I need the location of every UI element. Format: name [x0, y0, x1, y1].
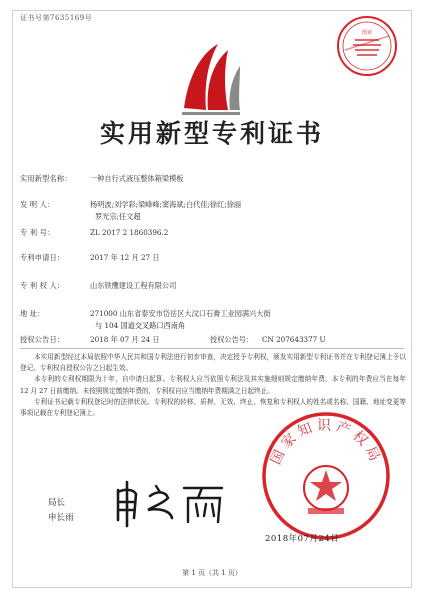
body-paragraph-3: 专利证书记载专利权登记时的法律状况。专利权的转移、质押、无效、终止、恢复和专利权人的姓名或名称、国籍、地址变更等事项记载在专利登记簿上。 [20, 397, 406, 418]
page-footer: 第 1 页（共 1 页） [182, 569, 242, 577]
patentee-label: 专 利 权 人： [20, 281, 65, 290]
address-label: 地 址： [20, 309, 45, 318]
patentee-value: 山东铁鹰建设工程有限公司 [90, 281, 177, 290]
address-value-continued: 与 104 国道交叉路口西南角 [95, 321, 186, 330]
patent-number-label: 专 利 号： [20, 228, 55, 237]
body-paragraph-2: 本专利的专利权期限为十年，自申请日起算。专利权人应当依照专利法及其实施细则规定缴纳年费。本专利的年费应当在每年 12 月 27 日前缴纳。未按照规定缴纳年费的，专利权自应当缴纳年费期满之日起终止。 [20, 375, 406, 395]
grant-date-label: 授权公告日： [20, 335, 65, 344]
inventor-row [20, 199, 241, 210]
director-title: 局长 [48, 498, 66, 508]
patent-number-value: ZL 2017 2 1860396.2 [90, 228, 169, 237]
patent-number-row [20, 227, 168, 238]
body-paragraph-1: 本实用新型经过本局依照中华人民共和国专利法进行初步审查，决定授予专利权，颁发实用新型专利证书并在专利登记簿上予以登记。专利权自授权公告之日起生效。 [20, 353, 406, 373]
top-seal-icon [335, 14, 399, 78]
grant-date-value: 2018 年 07 月 24 日 [90, 335, 160, 344]
grant-row [20, 334, 326, 345]
certificate-number: 证书号第7635169号 [20, 14, 93, 22]
official-seal-icon [258, 408, 394, 544]
svg-text:图章: 图章 [361, 30, 373, 36]
inventor-value-continued: 罗光宗;任文超 [95, 212, 141, 221]
handwritten-signature-icon [112, 480, 230, 528]
grant-number-label: 授权公告号： [210, 335, 254, 344]
inventor-label: 发 明 人： [20, 200, 55, 209]
seal-text: 国家知识产权局 [267, 418, 385, 468]
address-value: 271000 山东省泰安市岱岳区大汶口石膏工业园满兴大街 [90, 309, 271, 318]
cnipa-logo-icon [178, 38, 244, 120]
utility-name-value: 一种自行式液压整体箱梁模板 [90, 174, 184, 183]
grant-number-value: CN 207643377 U [262, 335, 326, 344]
filing-date-value: 2017 年 12 月 27 日 [90, 253, 160, 262]
address-row [20, 308, 271, 319]
utility-name-label: 实用新型名称： [20, 174, 72, 183]
filing-date-row [20, 252, 160, 263]
issue-date: 2018年07月24日 [265, 534, 340, 544]
certificate-title: 实用新型专利证书 [99, 119, 324, 148]
patentee-row [20, 280, 176, 291]
svg-text:国家知识产权局 [268, 418, 384, 467]
filing-date-label: 专利申请日： [20, 253, 65, 262]
divider-line [20, 348, 404, 349]
inventor-value: 杨明波;刘学彩;梁峰峰;窦海斌;白代佳;徐红;徐丽 [90, 200, 242, 209]
utility-name-row [20, 173, 183, 184]
director-name: 申长雨 [48, 513, 74, 523]
